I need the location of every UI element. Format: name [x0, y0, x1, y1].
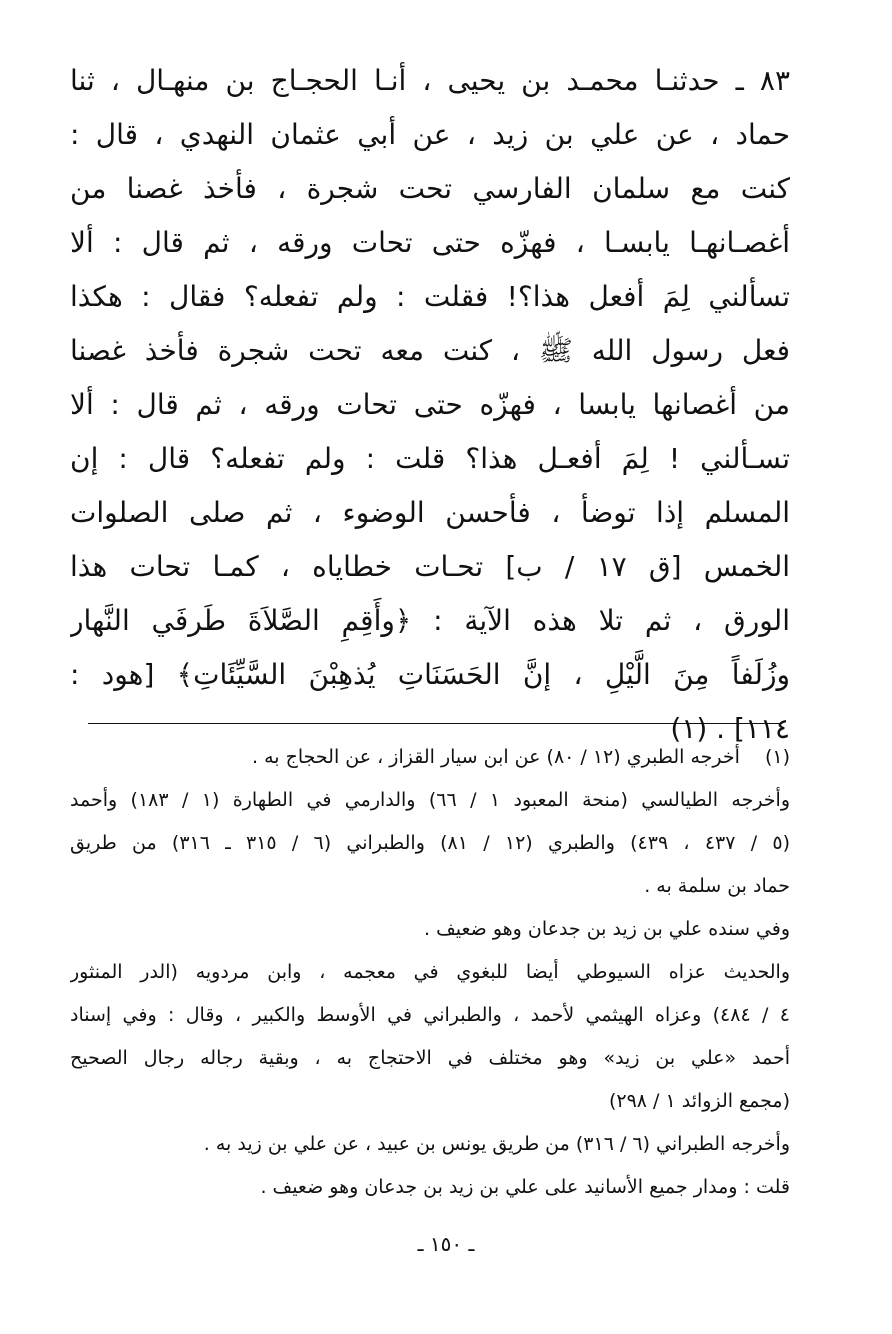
hadith-line: الورق ، ثم تلا هذه الآية : ﴿وأَقِمِ الصَّلاَةَ طَرفَي النَّهار: [70, 604, 790, 637]
hadith-line: كنت مع سلمان الفارسي تحت شجرة ، فأخذ غصنا من: [70, 172, 790, 205]
footnote-line: حماد بن سلمة به .: [644, 875, 790, 897]
footnote-number: (١): [764, 746, 790, 768]
hadith-line: تسـألني ! لِمَ أفعـل هذا؟ قلت : ولم تفعله؟ قال : إن: [70, 442, 790, 475]
footnote-line: والحديث عزاه السيوطي أيضا للبغوي في معجمه ، وابن مردويه (الدر المنثور: [70, 961, 790, 983]
footnote-line: وفي سنده علي بن زيد بن جدعان وهو ضعيف .: [424, 918, 790, 940]
hadith-line: أغصـانهـا يابسـا ، فهزّه حتى تحات ورقه ، ثم قال : ألا: [70, 226, 790, 259]
hadith-line: المسلم إذا توضأ ، فأحسن الوضوء ، ثم صلى الصلوات: [70, 496, 790, 529]
footnotes: [70, 736, 790, 1209]
footnote-line: [70, 736, 790, 779]
hadith-line: تسألني لِمَ أفعل هذا؟! فقلت : ولم تفعله؟ فقال : هكذا: [70, 280, 790, 313]
footnote-divider: [88, 723, 780, 724]
hadith-line: ١١٤] . (١): [670, 712, 790, 745]
footnote-line: (٥ / ٤٣٧ ، ٤٣٩) والطبري (١٢ / ٨١) والطبراني (٦ / ٣١٥ ـ ٣١٦) من طريق: [70, 832, 790, 854]
footnote-line: وأخرجه الطيالسي (منحة المعبود ١ / ٦٦) والدارمي في الطهارة (١ / ١٨٣) وأحمد: [70, 789, 790, 811]
hadith-line: فعل رسول الله ﷺ ، كنت معه تحت شجرة فأخذ غصنا: [70, 334, 790, 367]
footnote-line: قلت : ومدار جميع الأسانيد على علي بن زيد بن جدعان وهو ضعيف .: [260, 1176, 790, 1198]
footnote-line: ٤ / ٤٨٤) وعزاه الهيثمي لأحمد ، والطبراني في الأوسط والكبير ، وقال : وفي إسناد: [70, 1004, 790, 1026]
hadith-line: وزُلَفاً مِنَ الَّيْلِ ، إنَّ الحَسَنَاتِ يُذهِبْنَ السَّيِّئَاتِ﴾ [هود :: [70, 658, 790, 691]
footnote-text: أخرجه الطبري (١٢ / ٨٠) عن ابن سيار القزاز ، عن الحجاج به .: [252, 746, 740, 768]
hadith-line: ٨٣ ـ حدثنـا محمـد بن يحيى ، أنـا الحجـاج بن منهـال ، ثنا: [70, 64, 790, 97]
hadith-line: الخمس [ق ١٧ / ب] تحـات خطاياه ، كمـا تحات هذا: [70, 550, 790, 583]
page-number: ـ ١٥٠ ـ: [417, 1232, 475, 1256]
footnote-line: (مجمع الزوائد ١ / ٢٩٨): [608, 1090, 790, 1112]
footnote-line: وأخرجه الطبراني (٦ / ٣١٦) من طريق يونس بن عبيد ، عن علي بن زيد به .: [203, 1133, 790, 1155]
hadith-line: حماد ، عن علي بن زيد ، عن أبي عثمان النهدي ، قال :: [70, 118, 790, 151]
hadith-line: من أغصانها يابسا ، فهزّه حتى تحات ورقه ، ثم قال : ألا: [70, 388, 790, 421]
hadith-text: [70, 54, 790, 756]
footnote-line: أحمد «علي بن زيد» وهو مختلف في الاحتجاج به ، وبقية رجاله رجال الصحيح: [70, 1047, 790, 1069]
